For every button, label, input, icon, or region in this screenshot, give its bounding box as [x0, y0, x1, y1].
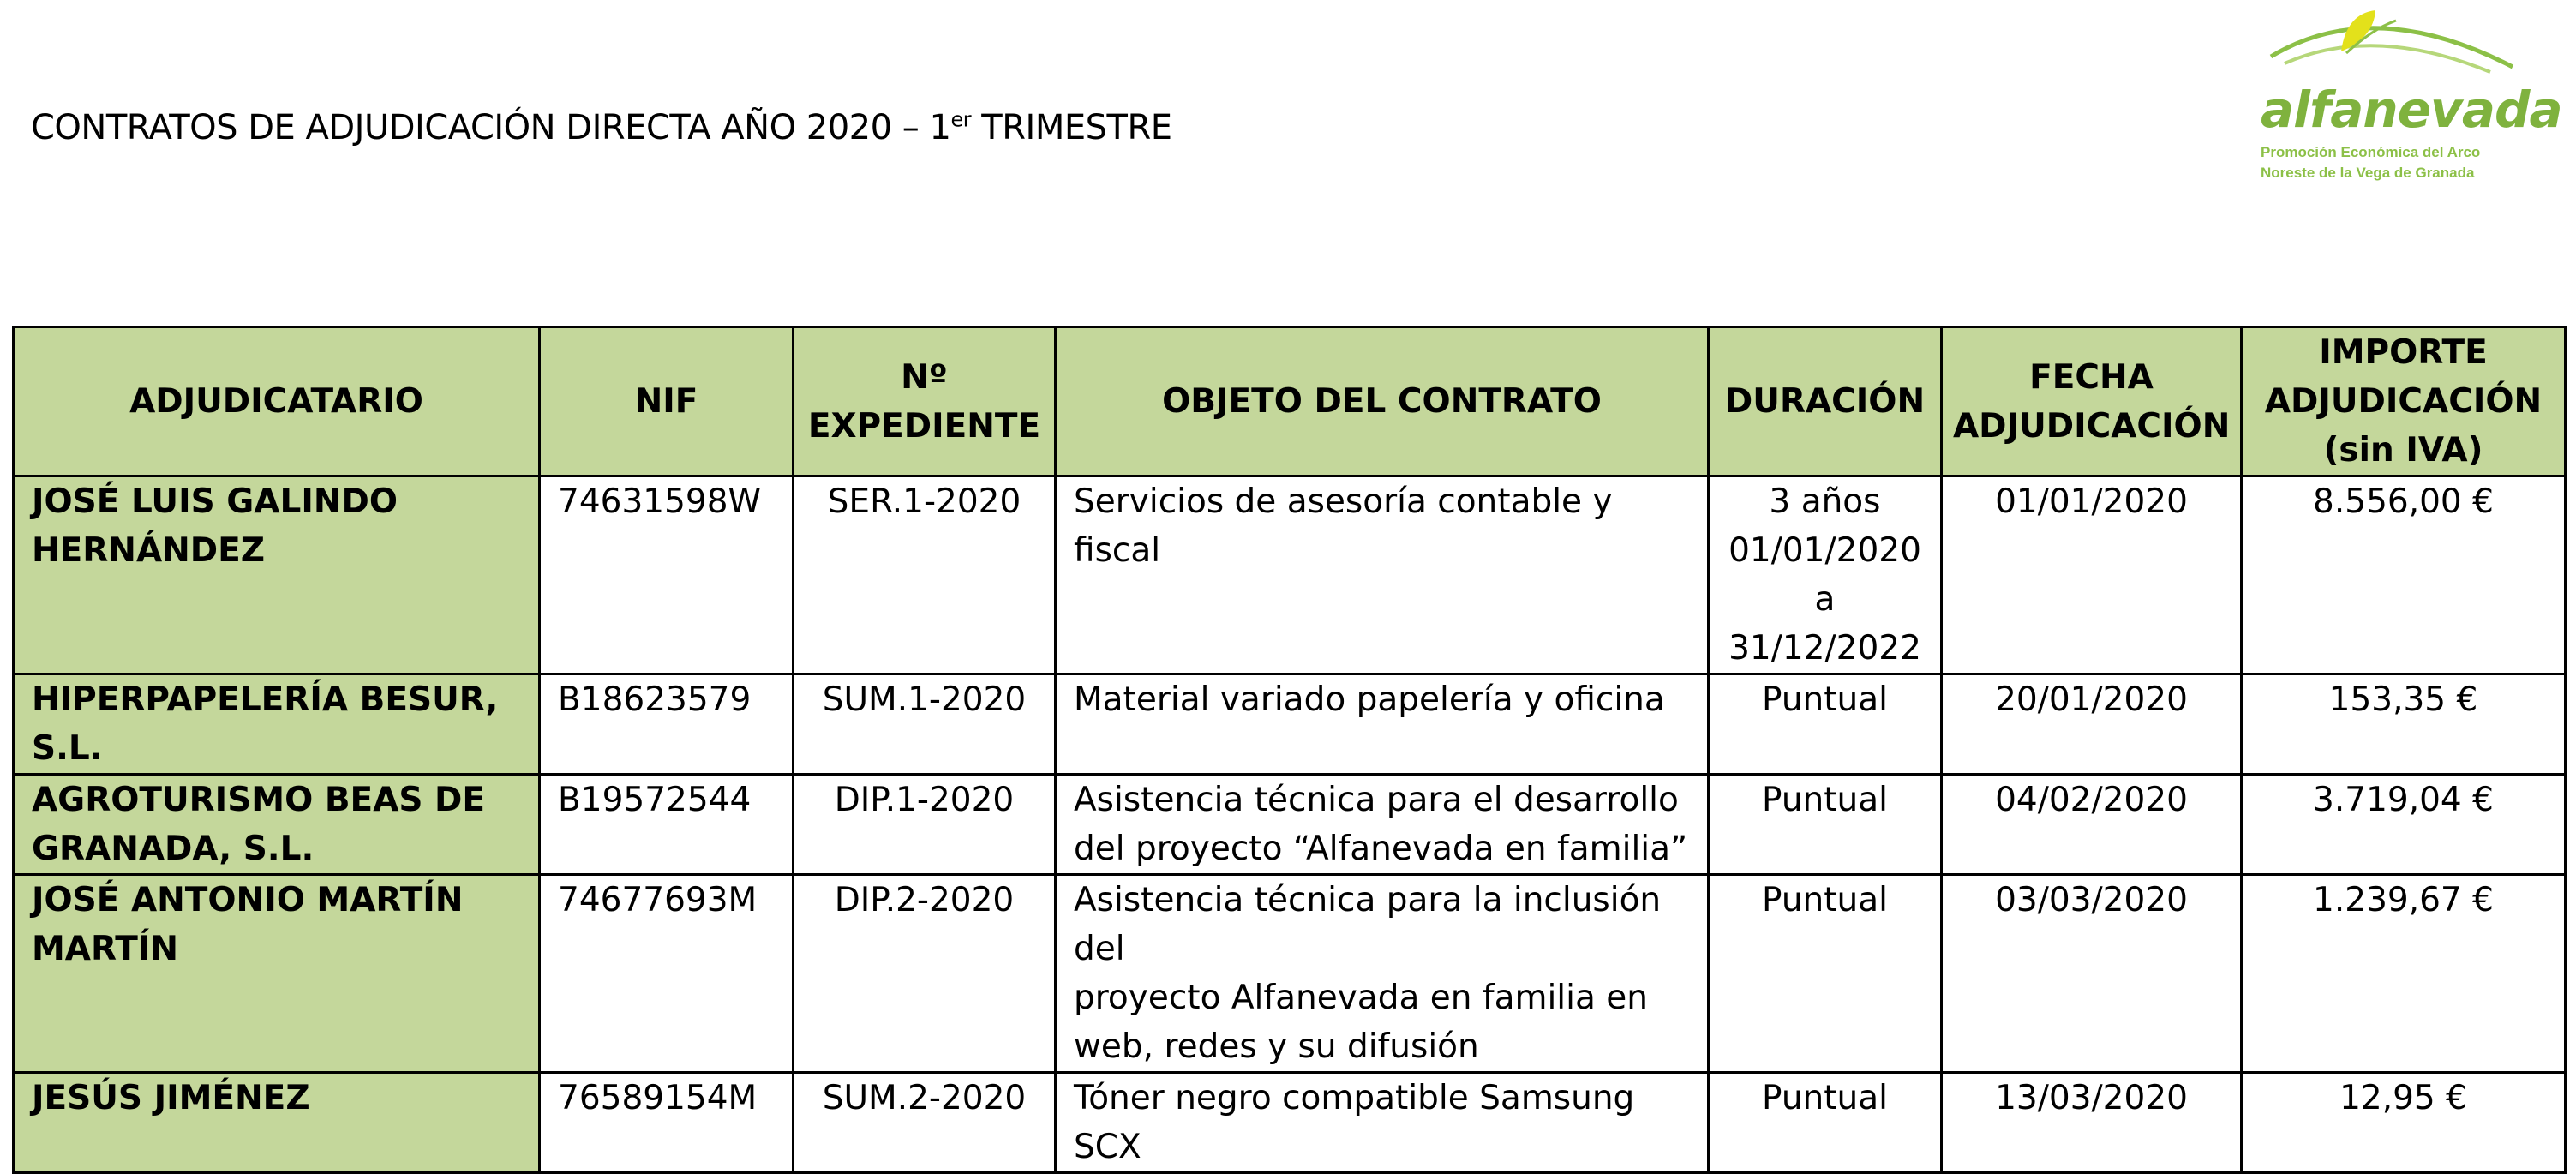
cell-expediente [794, 674, 1056, 775]
cell-importe [2242, 476, 2566, 674]
cell-duracion [1709, 476, 1942, 674]
cell-objeto-line: Material variado papelería y oficina [1074, 680, 1665, 719]
cell-expediente-text: DIP.2-2020 [834, 881, 1015, 919]
cell-duracion [1709, 875, 1942, 1073]
cell-expediente [794, 775, 1056, 875]
cell-importe [2242, 1073, 2566, 1173]
cell-duracion [1709, 775, 1942, 875]
contracts-table [12, 326, 2567, 1174]
cell-adjudicatario [14, 674, 540, 775]
cell-expediente-text: SUM.1-2020 [822, 680, 1027, 719]
cell-objeto-line: Asistencia técnica para el desarrollo [1074, 781, 1679, 819]
cell-objeto [1056, 775, 1709, 875]
table-row [14, 674, 2566, 775]
header-adjudicatario: ADJUDICATARIO [14, 327, 540, 476]
table-header-row [14, 327, 2566, 476]
cell-adjudicatario-line: HERNÁNDEZ [32, 531, 266, 570]
cell-fecha [1942, 875, 2242, 1073]
table-row [14, 775, 2566, 875]
header-duracion: DURACIÓN [1709, 327, 1942, 476]
cell-duracion-line: 01/01/2020 [1728, 531, 1921, 570]
cell-expediente-text: DIP.1-2020 [834, 781, 1015, 819]
cell-nif-text: 76589154M [558, 1079, 758, 1117]
cell-objeto [1056, 875, 1709, 1073]
cell-adjudicatario [14, 1073, 540, 1173]
cell-adjudicatario-line: AGROTURISMO BEAS DE [32, 781, 486, 819]
cell-objeto [1056, 1073, 1709, 1173]
cell-adjudicatario-line: HIPERPAPELERÍA BESUR, S.L. [32, 680, 499, 768]
cell-objeto [1056, 476, 1709, 674]
cell-objeto-line: web, redes y su difusión [1074, 1027, 1479, 1066]
cell-adjudicatario [14, 775, 540, 875]
table-row [14, 1073, 2566, 1173]
header-expediente: Nº EXPEDIENTE [794, 327, 1056, 476]
cell-adjudicatario-line: JESÚS JIMÉNEZ [32, 1079, 310, 1117]
cell-importe [2242, 775, 2566, 875]
cell-objeto-line: del proyecto “Alfanevada en familia” [1074, 830, 1688, 868]
cell-objeto-line: Servicios de asesoría contable y fiscal [1074, 482, 1613, 570]
cell-fecha-text: 13/03/2020 [1995, 1079, 2188, 1117]
cell-fecha-text: 04/02/2020 [1995, 781, 2188, 819]
cell-expediente [794, 875, 1056, 1073]
cell-importe [2242, 875, 2566, 1073]
cell-expediente-text: SUM.2-2020 [822, 1079, 1027, 1117]
cell-importe-text: 12,95 € [2339, 1079, 2467, 1117]
cell-importe-text: 8.556,00 € [2313, 482, 2494, 521]
cell-nif-text: B19572544 [558, 781, 752, 819]
cell-duracion-line: Puntual [1761, 781, 1888, 819]
cell-fecha [1942, 775, 2242, 875]
table-body [14, 476, 2566, 1173]
cell-nif-text: B18623579 [558, 680, 752, 719]
cell-nif [540, 775, 794, 875]
cell-expediente [794, 1073, 1056, 1173]
cell-fecha-text: 03/03/2020 [1995, 881, 2188, 919]
cell-objeto [1056, 674, 1709, 775]
header-objeto: OBJETO DEL CONTRATO [1056, 327, 1709, 476]
cell-adjudicatario-line: JOSÉ ANTONIO MARTÍN [32, 881, 464, 919]
cell-duracion-line: Puntual [1761, 680, 1888, 719]
document-title: CONTRATOS DE ADJUDICACIÓN DIRECTA AÑO 2020 – 1er TRIMESTRE [31, 107, 1172, 147]
cell-duracion-line: 3 años [1769, 482, 1881, 521]
cell-expediente [794, 476, 1056, 674]
header-fecha: FECHA ADJUDICACIÓN [1942, 327, 2242, 476]
cell-fecha [1942, 1073, 2242, 1173]
cell-nif-text: 74677693M [558, 881, 758, 919]
cell-nif [540, 875, 794, 1073]
cell-nif-text: 74631598W [558, 482, 762, 521]
cell-duracion [1709, 1073, 1942, 1173]
cell-duracion-line: Puntual [1761, 1079, 1888, 1117]
cell-importe [2242, 674, 2566, 775]
alfanevada-logo [2245, 3, 2562, 183]
cell-objeto-line: Tóner negro compatible Samsung SCX [1074, 1079, 1635, 1166]
cell-importe-text: 1.239,67 € [2313, 881, 2494, 919]
cell-adjudicatario-line: MARTÍN [32, 930, 179, 968]
cell-duracion [1709, 674, 1942, 775]
cell-adjudicatario-line: GRANADA, S.L. [32, 830, 315, 868]
cell-importe-text: 3.719,04 € [2313, 781, 2494, 819]
cell-nif [540, 1073, 794, 1173]
cell-expediente-text: SER.1-2020 [827, 482, 1021, 521]
logo-subtitle-line1: Promoción Económica del Arco [2261, 144, 2481, 160]
cell-duracion-line: Puntual [1761, 881, 1888, 919]
cell-adjudicatario [14, 476, 540, 674]
cell-objeto-line: Asistencia técnica para la inclusión del [1074, 881, 1662, 968]
cell-fecha-text: 01/01/2020 [1995, 482, 2188, 521]
logo-wordmark: alfanevada [2261, 81, 2562, 139]
header-nif: NIF [540, 327, 794, 476]
cell-duracion-line: a [1814, 580, 1836, 619]
cell-fecha-text: 20/01/2020 [1995, 680, 2188, 719]
cell-adjudicatario [14, 875, 540, 1073]
cell-objeto-line: proyecto Alfanevada en familia en [1074, 979, 1648, 1017]
cell-nif [540, 674, 794, 775]
cell-nif [540, 476, 794, 674]
logo-subtitle-line2: Noreste de la Vega de Granada [2261, 165, 2475, 181]
cell-importe-text: 153,35 € [2328, 680, 2478, 719]
header-importe: IMPORTE ADJUDICACIÓN (sin IVA) [2242, 327, 2566, 476]
cell-fecha [1942, 674, 2242, 775]
cell-duracion-line: 31/12/2022 [1728, 629, 1921, 668]
table-row [14, 875, 2566, 1073]
table-row [14, 476, 2566, 674]
cell-fecha [1942, 476, 2242, 674]
cell-adjudicatario-line: JOSÉ LUIS GALINDO [32, 482, 398, 521]
